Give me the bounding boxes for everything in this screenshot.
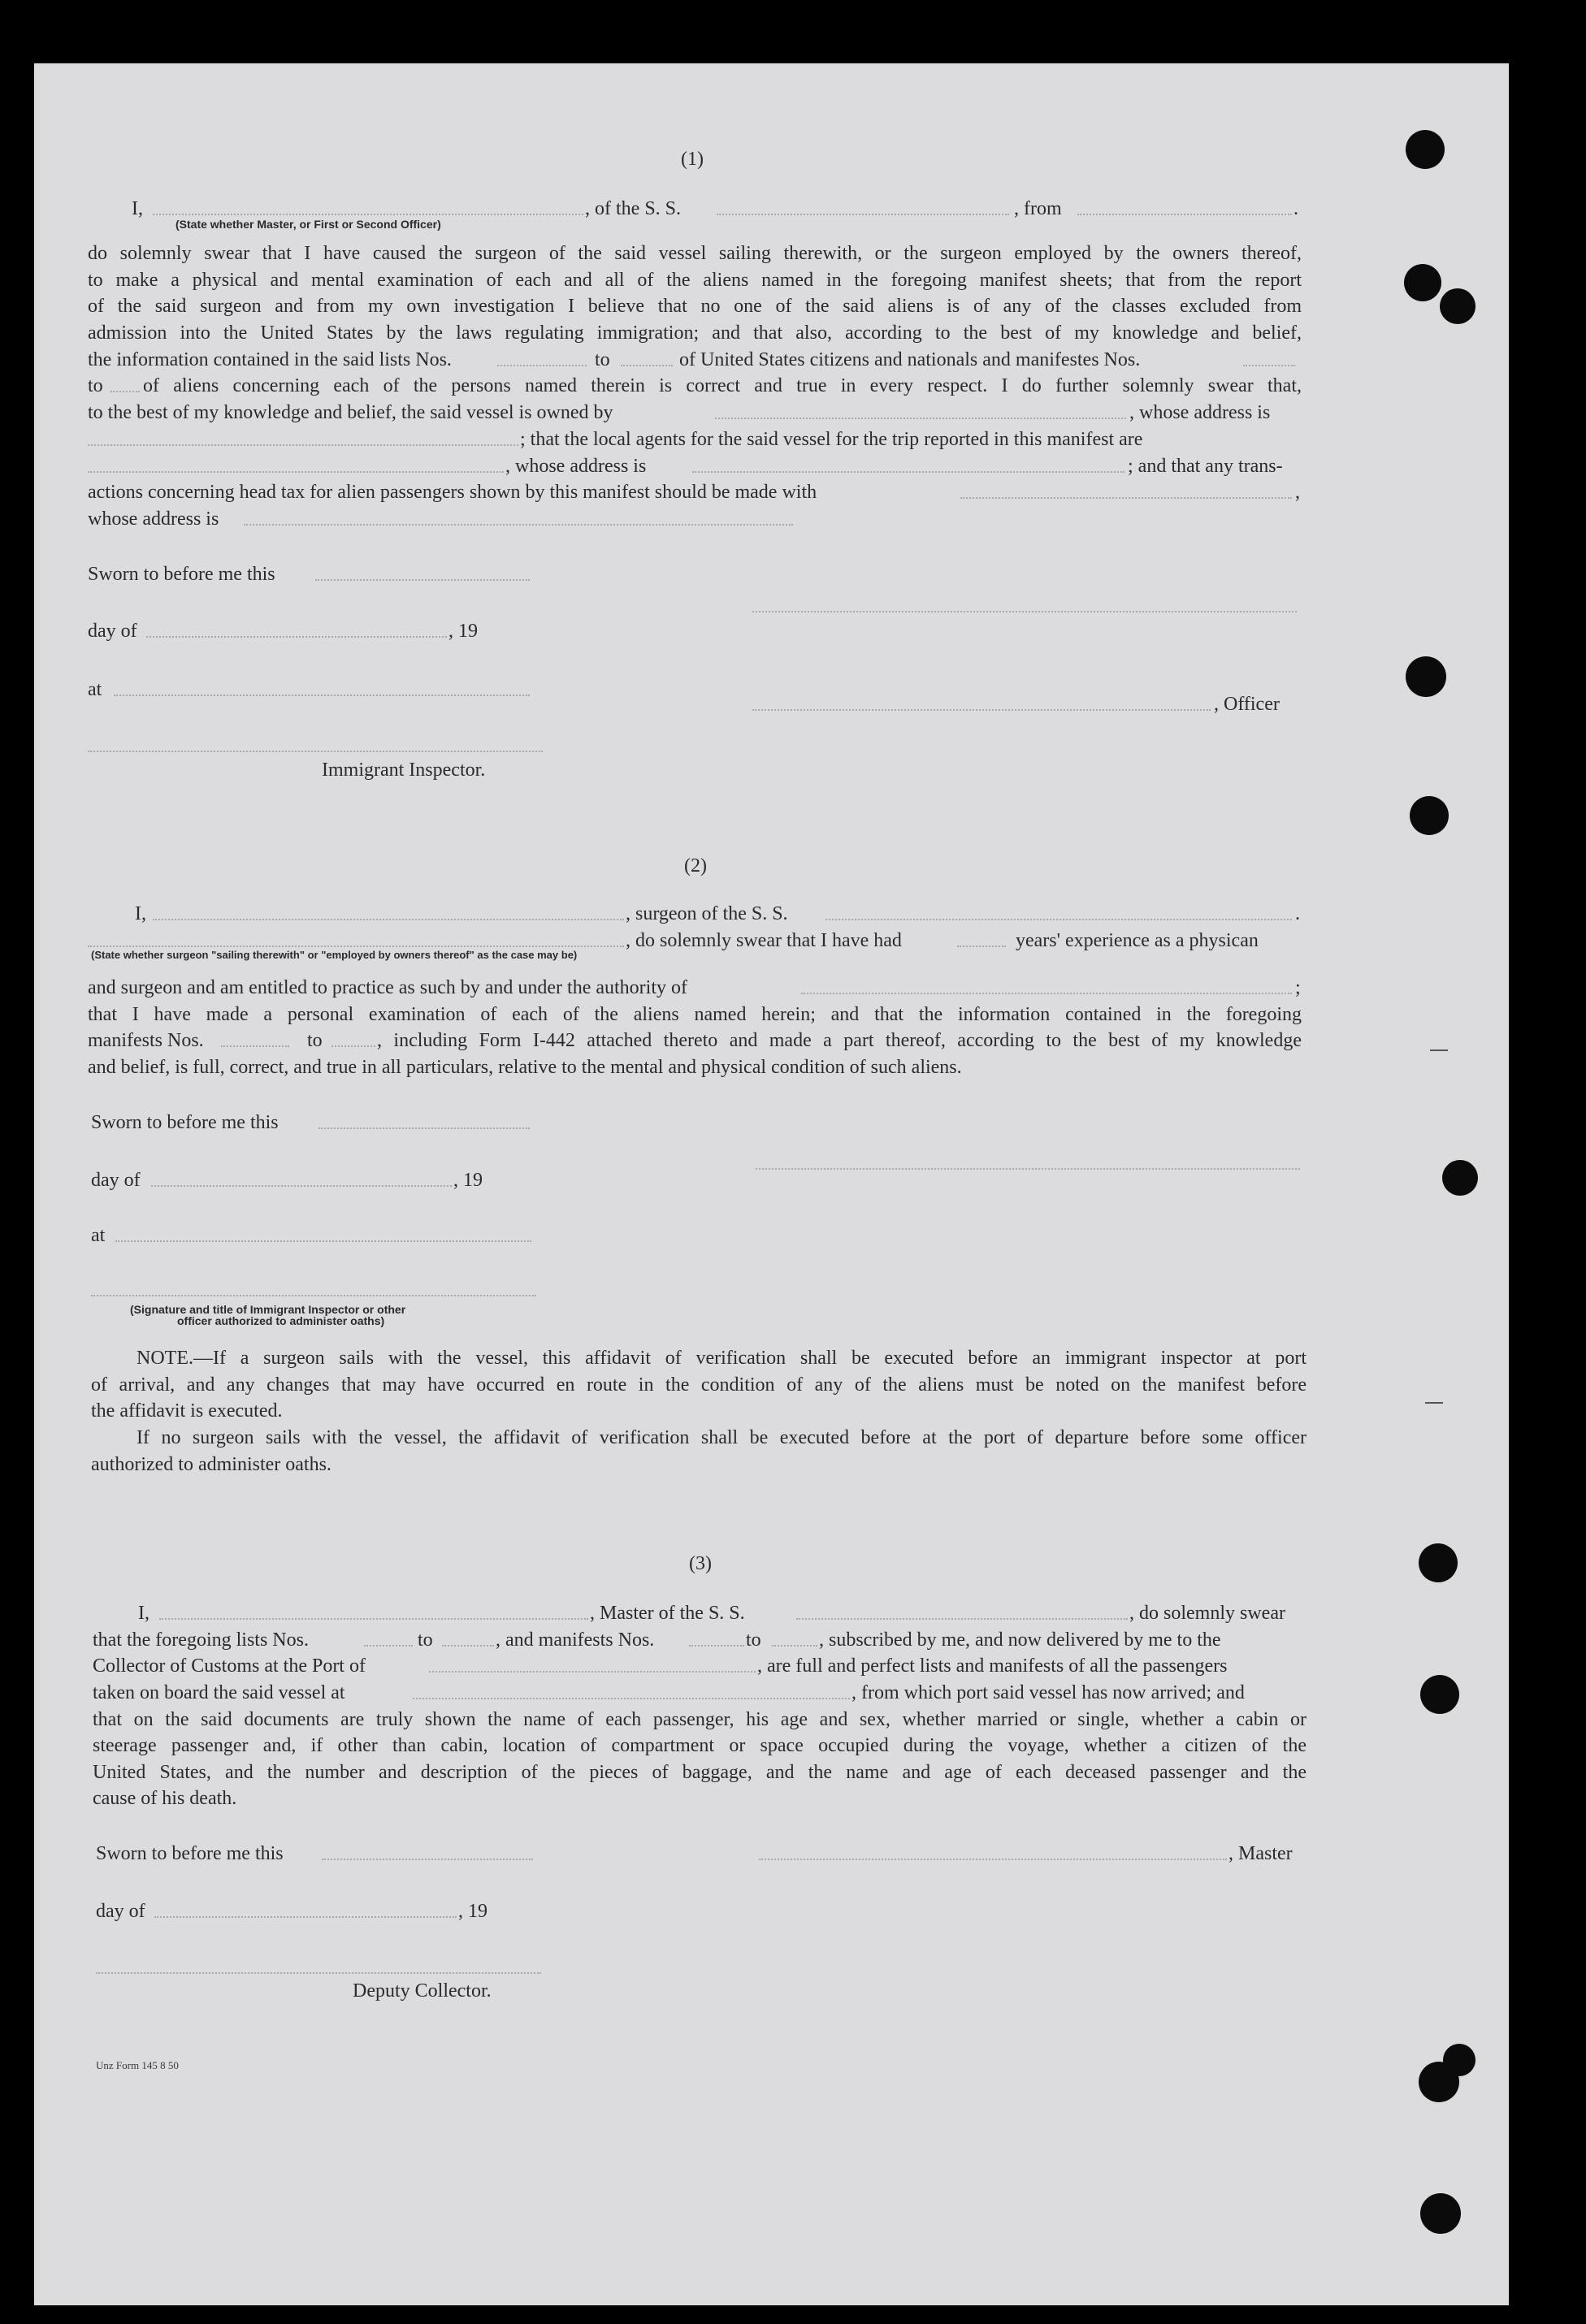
origin-port-blank	[1077, 214, 1292, 215]
form-number: Unz Form 145 8 50	[96, 2059, 179, 2071]
manifests-label: of United States citizens and nationals and manifestes Nos.	[679, 349, 1141, 370]
section-number-2: (2)	[684, 855, 707, 876]
sworn-label: Sworn to before me this	[91, 1112, 279, 1133]
binder-hole	[1406, 656, 1446, 697]
form-i442-text: , including Form I-442 attached thereto and made a part thereof, according to the best of my knowledge	[377, 1030, 1302, 1051]
place-blank	[114, 695, 530, 696]
master-signature-blank	[759, 1859, 1227, 1860]
oath-text-line: steerage passenger and, if other than cabin, location of compartment or space occupied during the voyage, whether a citizen of the	[93, 1735, 1306, 1756]
manifests-label: , and manifests Nos.	[496, 1629, 655, 1651]
officer-label: , Officer	[1214, 694, 1280, 715]
note-text: authorized to administer oaths.	[91, 1454, 332, 1475]
binder-hole	[1419, 1543, 1458, 1582]
month-blank	[154, 1916, 457, 1918]
swear-label: , do solemnly swear	[1129, 1603, 1285, 1624]
lists-from-blank	[497, 365, 587, 366]
manifests-label: manifests Nos.	[88, 1030, 204, 1051]
binder-hole	[1420, 1675, 1459, 1714]
master-label: , Master	[1228, 1843, 1293, 1864]
arrival-port-blank	[429, 1671, 756, 1673]
day-label: day of	[96, 1901, 145, 1922]
month-blank	[146, 636, 447, 638]
inspector-title: Immigrant Inspector.	[322, 760, 486, 781]
manifests-to: to	[88, 375, 103, 396]
signature-line	[752, 611, 1297, 612]
boarding-label: taken on board the said vessel at	[93, 1682, 345, 1703]
departure-port-blank	[413, 1698, 850, 1699]
note-text: of arrival, and any changes that may have occurred en route in the condition of any of the aliens must be noted on the manifest before	[91, 1374, 1306, 1396]
head-tax-start: ; and that any trans-	[1128, 456, 1283, 477]
surgeon-status-instruction: (State whether surgeon "sailing therewith" or "employed by owners thereof" as the case may be)	[91, 949, 578, 961]
manifests-to-blank	[772, 1645, 817, 1647]
head-tax-address-blank	[244, 524, 793, 526]
owner-address-label: , whose address is	[1129, 402, 1271, 423]
signature-instruction: officer authorized to administer oaths)	[177, 1314, 385, 1327]
owner-label: to the best of my knowledge and belief, the said vessel is owned by	[88, 402, 613, 423]
agent-address-blank	[692, 471, 1124, 473]
lists-to: to	[418, 1629, 433, 1651]
vessel-name-blank	[717, 214, 1009, 215]
binder-hole	[1404, 264, 1441, 301]
note-text: NOTE.—If a surgeon sails with the vessel, this affidavit of verification shall be executed before an immigrant inspector at port	[136, 1348, 1306, 1369]
margin-mark	[1425, 1402, 1443, 1404]
oath-text-line: United States, and the number and description of the pieces of baggage, and the name and age of each deceased passenger and the	[93, 1762, 1306, 1783]
year-label: , 19	[453, 1170, 483, 1191]
note-text: the affidavit is executed.	[91, 1400, 283, 1422]
agents-blank	[88, 471, 504, 473]
year-label: , 19	[458, 1901, 488, 1922]
lists-to-blank	[621, 365, 673, 366]
binder-hole	[1410, 796, 1449, 835]
lists-text: , are full and perfect lists and manifests of all the passengers	[757, 1655, 1228, 1677]
day-label: day of	[88, 621, 137, 642]
head-tax-address-label: whose address is	[88, 509, 219, 530]
collector-signature-line	[96, 1972, 541, 1974]
month-blank	[151, 1185, 452, 1187]
inspector-signature-line	[91, 1295, 536, 1296]
experience-suffix: years' experience as a physican	[1016, 930, 1259, 951]
binder-hole	[1406, 130, 1445, 169]
lists-label: that the foregoing lists Nos.	[93, 1629, 309, 1651]
arrived-text: , from which port said vessel has now arrived; and	[852, 1682, 1245, 1703]
manifests-to-blank	[332, 1045, 375, 1047]
subscribed-text: , subscribed by me, and now delivered by me to the	[819, 1629, 1221, 1651]
from-label: , from	[1014, 198, 1062, 219]
oath-intro-i: I,	[135, 903, 146, 924]
rank-instruction: (State whether Master, or First or Second Officer)	[176, 218, 441, 231]
agent-address-label: , whose address is	[505, 456, 647, 477]
authority-blank	[801, 993, 1292, 994]
signature-line	[756, 1168, 1300, 1170]
oath-intro-i: I,	[138, 1603, 150, 1624]
at-label: at	[91, 1225, 106, 1246]
oath-text-line: and belief, is full, correct, and true in all particulars, relative to the mental and physical condition of such aliens.	[88, 1057, 962, 1078]
agents-label: ; that the local agents for the said vessel for the trip reported in this manifest are	[520, 429, 1143, 450]
master-vessel-label: , Master of the S. S.	[590, 1603, 745, 1624]
year-label: , 19	[448, 621, 478, 642]
surgeon-status-blank	[88, 946, 624, 947]
oath-text-line: of aliens concerning each of the persons named therein is correct and true in every respect. I do further solemnly swear that,	[143, 375, 1302, 396]
place-blank	[115, 1240, 531, 1242]
head-tax-party-blank	[960, 497, 1292, 499]
oath-text-line: to make a physical and mental examination of each and all of the aliens named in the foregoing manifest sheets; that from the report	[88, 270, 1302, 291]
owner-address-blank	[88, 444, 518, 446]
authority-label: and surgeon and am entitled to practice as such by and under the authority of	[88, 977, 687, 998]
sworn-label: Sworn to before me this	[88, 564, 275, 585]
margin-mark	[1430, 1049, 1448, 1051]
oath-text-line: do solemnly swear that I have caused the surgeon of the said vessel sailing therewith, or the surgeon employed by the owners thereof,	[88, 243, 1302, 264]
section-number-1: (1)	[681, 149, 704, 170]
experience-label: , do solemnly swear that I have had	[626, 930, 902, 951]
surgeon-name-blank	[153, 919, 624, 920]
line-end: .	[1294, 198, 1298, 219]
manifests-from-blank	[689, 1645, 744, 1647]
head-tax-label: actions concerning head tax for alien passengers shown by this manifest should be made with	[88, 482, 817, 503]
oath-intro-i: I,	[132, 198, 143, 219]
manifests-from-blank	[221, 1045, 289, 1047]
oath-text-line: cause of his death.	[93, 1788, 237, 1809]
oath-text-line: of the said surgeon and from my own investigation I believe that no one of the said aliens is of any of the classes excluded from	[88, 296, 1302, 317]
manifests-from-blank	[1243, 365, 1295, 366]
binder-hole	[1442, 1160, 1478, 1196]
oath-text-line: that I have made a personal examination of each of the aliens named herein; and that the information contained in the foregoing	[88, 1004, 1302, 1025]
lists-to: to	[595, 349, 610, 370]
line-end: ,	[1295, 482, 1300, 503]
binder-hole	[1443, 2044, 1476, 2076]
line-end: ;	[1295, 977, 1301, 998]
vessel-name-blank	[826, 919, 1292, 920]
owner-blank	[715, 418, 1126, 419]
manifests-to-blank	[110, 391, 140, 392]
collector-title: Deputy Collector.	[353, 1980, 492, 2002]
at-label: at	[88, 679, 102, 700]
years-blank	[957, 946, 1006, 947]
lists-from-blank	[364, 1645, 413, 1647]
officer-name-blank	[752, 709, 1211, 711]
vessel-label: , of the S. S.	[585, 198, 682, 219]
binder-hole	[1440, 288, 1476, 324]
port-label: Collector of Customs at the Port of	[93, 1655, 366, 1677]
section-number-3: (3)	[689, 1553, 712, 1574]
manifests-to: to	[307, 1030, 323, 1051]
master-name-blank	[159, 1618, 588, 1620]
sworn-day-blank	[315, 579, 530, 581]
vessel-name-blank	[796, 1618, 1128, 1620]
sworn-day-blank	[322, 1859, 533, 1860]
line-end: .	[1295, 903, 1300, 924]
manifests-to: to	[746, 1629, 761, 1651]
oath-text-line: that on the said documents are truly shown the name of each passenger, his age and sex, whether married or single, whether a cabin or	[93, 1709, 1306, 1730]
oath-text-line: admission into the United States by the laws regulating immigration; and that also, according to the best of my knowledge and belief,	[88, 322, 1302, 344]
signature-instruction: (Signature and title of Immigrant Inspector or other	[130, 1303, 406, 1316]
sworn-day-blank	[318, 1127, 530, 1129]
surgeon-vessel-label: , surgeon of the S. S.	[626, 903, 788, 924]
lists-label: the information contained in the said lists Nos.	[88, 349, 452, 370]
day-label: day of	[91, 1170, 141, 1191]
rank-blank	[153, 214, 583, 215]
lists-to-blank	[442, 1645, 494, 1647]
note-text: If no surgeon sails with the vessel, the affidavit of verification shall be executed before at the port of departure before some officer	[136, 1427, 1306, 1448]
sworn-label: Sworn to before me this	[96, 1843, 284, 1864]
inspector-signature-line	[88, 751, 543, 752]
binder-hole	[1420, 2193, 1461, 2234]
